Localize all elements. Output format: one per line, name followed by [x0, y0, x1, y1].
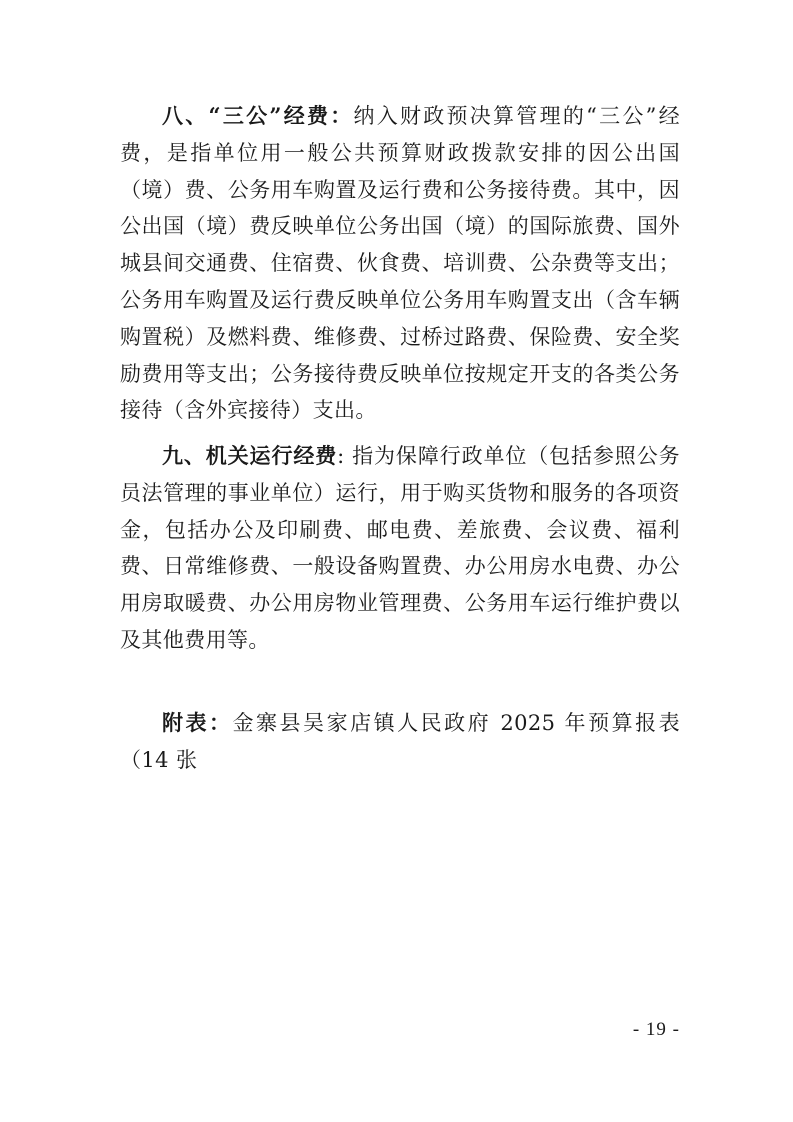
section-agency-operating-expenses-body: : 指为保障行政单位（包括参照公务员法管理的事业单位）运行，用于购买货物和服务的各项资金，包括办公及印刷费、邮电费、差旅费、会议费、福利费、日常维修费、一般设备购置费、办公用房水电费、办公用房取暖费、办公用房物业管理费、公务用车运行维护费以及其他费用等。 — [120, 444, 680, 652]
section-three-public-expenses — [120, 98, 680, 429]
section-agency-operating-expenses — [120, 438, 680, 659]
attachment-heading: 附表： — [162, 710, 233, 735]
attachment-note — [120, 705, 680, 779]
section-three-public-expenses-body: 纳入财政预决算管理的“三公”经费，是指单位用一般公共预算财政拨款安排的因公出国（境）费、公务用车购置及运行费和公务接待费。其中，因公出国（境）费反映单位公务出国（境）的国际旅费、国外城县间交通费、住宿费、伙食费、培训费、公杂费等支出；公务用车购置及运行费反映单位公务用车购置支出（含车辆购置税）及燃料费、维修费、过桥过路费、保险费、安全奖励费用等支出；公务接待费反映单位按规定开支的各类公务接待（含外宾接待）支出。 — [120, 104, 680, 423]
attachment-body: 金寨县吴家店镇人民政府 2025 年预算报表（14 张 — [120, 711, 680, 772]
section-three-public-expenses-heading: 八、“三公”经费： — [162, 103, 354, 128]
section-agency-operating-expenses-heading: 九、机关运行经费 — [162, 443, 338, 468]
page-number: - 19 - — [632, 1019, 680, 1040]
